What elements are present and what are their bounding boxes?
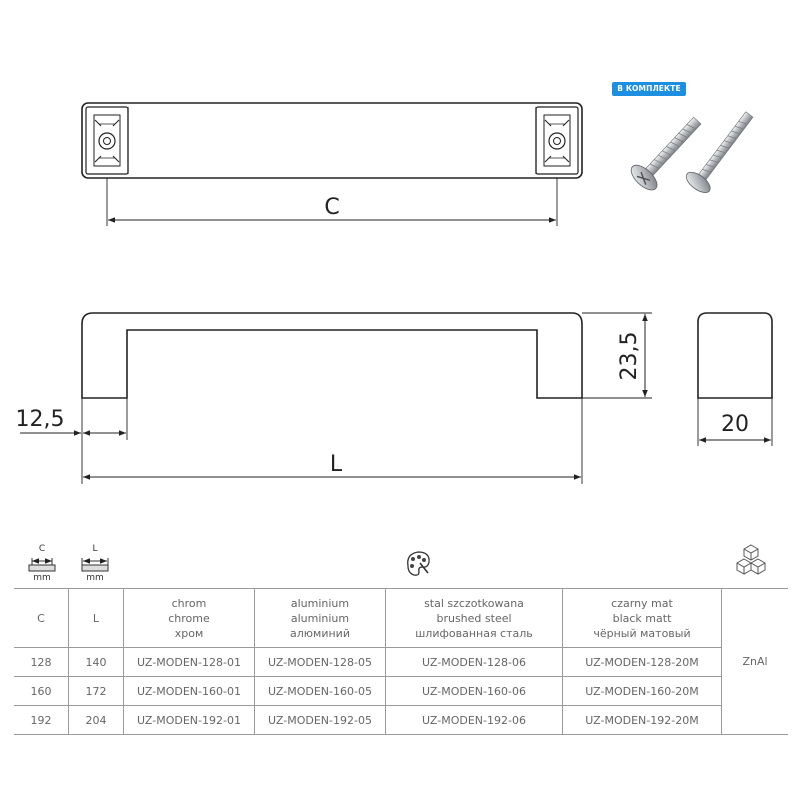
leg-width-label: 12,5 xyxy=(15,407,65,432)
cell-l: 140 xyxy=(69,648,124,677)
cell-chrome-code: UZ-MODEN-192-01 xyxy=(124,706,255,735)
depth-dimension-label: 20 xyxy=(721,412,749,437)
paint-palette-icon xyxy=(408,552,429,575)
header-black-matt: czarny mat black matt чёрный матовый xyxy=(563,589,722,648)
cell-black-code: UZ-MODEN-160-20M xyxy=(563,677,722,706)
c-icon-letter: C xyxy=(38,544,46,554)
cell-steel-code: UZ-MODEN-192-06 xyxy=(386,706,563,735)
cell-steel-code: UZ-MODEN-128-06 xyxy=(386,648,563,677)
cell-aluminium-code: UZ-MODEN-192-05 xyxy=(255,706,386,735)
cell-l: 172 xyxy=(69,677,124,706)
l-icon-labels xyxy=(79,541,111,581)
height-dimension-label: 23,5 xyxy=(617,331,642,381)
cell-c: 160 xyxy=(14,677,69,706)
cubes-stack-icon xyxy=(737,545,765,574)
cell-black-code: UZ-MODEN-192-20M xyxy=(563,706,722,735)
cell-c: 128 xyxy=(14,648,69,677)
c-icon-labels xyxy=(26,541,58,581)
screws-image xyxy=(627,106,761,196)
table-row xyxy=(14,706,788,735)
cell-steel-code: UZ-MODEN-160-06 xyxy=(386,677,563,706)
cell-c: 192 xyxy=(14,706,69,735)
included-badge: В КОМПЛЕКТЕ xyxy=(612,82,686,96)
table-header-row xyxy=(14,589,788,648)
c-dimension-label: C xyxy=(324,195,340,220)
spec-table xyxy=(14,588,788,735)
header-chrome: chrom chrome хром xyxy=(124,589,255,648)
header-c: C xyxy=(14,589,69,648)
cell-black-code: UZ-MODEN-128-20M xyxy=(563,648,722,677)
l-icon-letter: L xyxy=(92,544,98,554)
cell-aluminium-code: UZ-MODEN-160-05 xyxy=(255,677,386,706)
cell-aluminium-code: UZ-MODEN-128-05 xyxy=(255,648,386,677)
l-dimension-label: L xyxy=(329,452,343,477)
header-l: L xyxy=(69,589,124,648)
l-icon-unit: mm xyxy=(86,573,104,583)
cell-l: 204 xyxy=(69,706,124,735)
table-row xyxy=(14,677,788,706)
header-aluminium: aluminium aluminium алюминий xyxy=(255,589,386,648)
cell-chrome-code: UZ-MODEN-128-01 xyxy=(124,648,255,677)
cell-chrome-code: UZ-MODEN-160-01 xyxy=(124,677,255,706)
material-cell: ZnAl xyxy=(722,589,789,735)
left-mount-pad xyxy=(86,107,128,174)
right-mount-pad xyxy=(536,107,578,174)
header-brushed-steel: stal szczotkowana brushed steel шлифованная сталь xyxy=(386,589,563,648)
c-icon-unit: mm xyxy=(33,573,51,583)
table-row xyxy=(14,648,788,677)
